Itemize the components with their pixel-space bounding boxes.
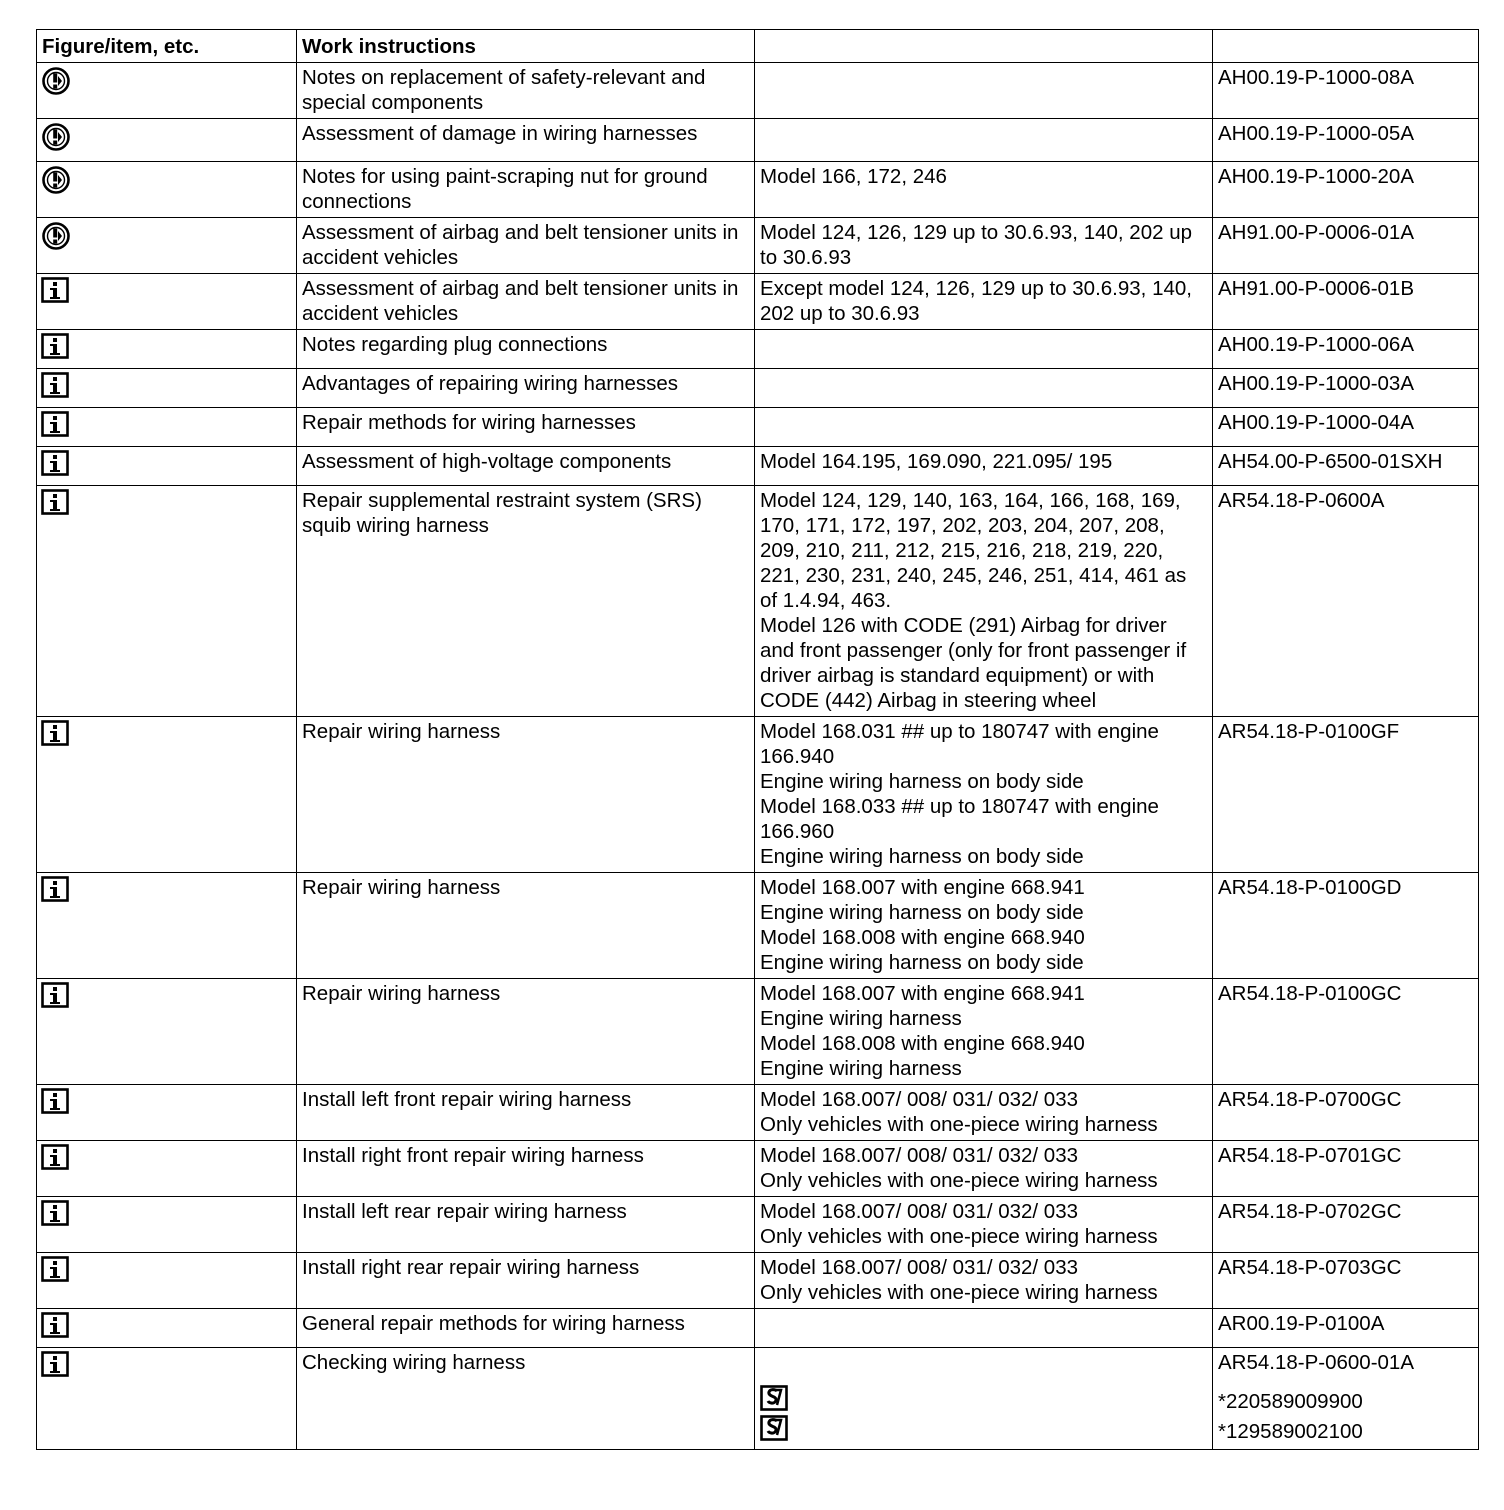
figure-cell: [37, 63, 297, 119]
reference-cell: AR54.18-P-0703GC: [1213, 1253, 1479, 1309]
table-row: [37, 1085, 1479, 1141]
applicability-cell: [755, 408, 1213, 447]
instruction-cell: Notes regarding plug connections: [297, 330, 755, 369]
applicability-cell: Model 168.007/ 008/ 031/ 032/ 033 Only vehicles with one-piece wiring harness: [755, 1253, 1213, 1309]
info-icon: [41, 982, 69, 1014]
applicability-cell: Model 124, 126, 129 up to 30.6.93, 140, 202 up to 30.6.93: [755, 218, 1213, 274]
table-row: [37, 447, 1479, 486]
instruction-cell: General repair methods for wiring harness: [297, 1309, 755, 1348]
table-row: [37, 119, 1479, 162]
info-icon: [41, 277, 69, 309]
applicability-cell: [755, 1309, 1213, 1348]
special-tool-icon: [760, 1385, 788, 1417]
info-icon: [41, 876, 69, 908]
figure-cell: [37, 717, 297, 873]
figure-cell: [37, 1309, 297, 1348]
instruction-cell: Advantages of repairing wiring harnesses: [297, 369, 755, 408]
instruction-cell: Checking wiring harness: [297, 1348, 755, 1450]
blank-line: [760, 1350, 1206, 1386]
table-row: [37, 408, 1479, 447]
applicability-cell: Model 166, 172, 246: [755, 162, 1213, 218]
applicability-cell: Model 164.195, 169.090, 221.095/ 195: [755, 447, 1213, 486]
info-icon: [41, 372, 69, 404]
figure-cell: [37, 218, 297, 274]
table-row: [37, 274, 1479, 330]
reference-cell: AR54.18-P-0600A: [1213, 486, 1479, 717]
table-header-row: [37, 30, 1479, 63]
figure-cell: [37, 447, 297, 486]
reference-cell: AR00.19-P-0100A: [1213, 1309, 1479, 1348]
figure-cell: [37, 330, 297, 369]
special-tool-icon: [760, 1415, 788, 1447]
table-row: [37, 717, 1479, 873]
table-row: [37, 486, 1479, 717]
applicability-cell: [755, 330, 1213, 369]
figure-cell: [37, 408, 297, 447]
instruction-cell: Repair supplemental restraint system (SRS) squib wiring harness: [297, 486, 755, 717]
applicability-cell: [755, 119, 1213, 162]
info-icon: [41, 1256, 69, 1288]
reference-cell: AH00.19-P-1000-05A: [1213, 119, 1479, 162]
figure-cell: [37, 1197, 297, 1253]
applicability-cell: Model 168.007/ 008/ 031/ 032/ 033 Only vehicles with one-piece wiring harness: [755, 1197, 1213, 1253]
applicability-cell: Model 168.007/ 008/ 031/ 032/ 033 Only vehicles with one-piece wiring harness: [755, 1085, 1213, 1141]
instruction-cell: Notes on replacement of safety-relevant and special components: [297, 63, 755, 119]
table-row: [37, 1141, 1479, 1197]
reference-cell: [1213, 1348, 1479, 1450]
figure-cell: [37, 162, 297, 218]
applicability-cell: Except model 124, 126, 129 up to 30.6.93, 140, 202 up to 30.6.93: [755, 274, 1213, 330]
applicability-cell: Model 168.007/ 008/ 031/ 032/ 033 Only vehicles with one-piece wiring harness: [755, 1141, 1213, 1197]
info-icon: [41, 1351, 69, 1383]
table-row: [37, 330, 1479, 369]
figure-cell: [37, 1253, 297, 1309]
tool-entry: [760, 1386, 1206, 1416]
caution-icon: [41, 221, 71, 257]
table-row: [37, 1348, 1479, 1450]
figure-cell: [37, 486, 297, 717]
instruction-cell: Assessment of airbag and belt tensioner units in accident vehicles: [297, 274, 755, 330]
info-icon: [41, 1144, 69, 1176]
reference-cell: AH91.00-P-0006-01A: [1213, 218, 1479, 274]
instruction-cell: Repair methods for wiring harnesses: [297, 408, 755, 447]
tool-entry: [760, 1416, 1206, 1446]
applicability-cell: Model 168.031 ## up to 180747 with engine 166.940 Engine wiring harness on body side Model 168.033 ## up to 180747 with engine 166.960 Engine wiring harness on body side: [755, 717, 1213, 873]
figure-cell: [37, 1085, 297, 1141]
table-row: [37, 979, 1479, 1085]
info-icon: [41, 489, 69, 521]
reference-cell: AR54.18-P-0702GC: [1213, 1197, 1479, 1253]
applicability-cell: Model 168.007 with engine 668.941 Engine wiring harness on body side Model 168.008 with engine 668.940 Engine wiring harness on body side: [755, 873, 1213, 979]
table-row: [37, 162, 1479, 218]
info-icon: [41, 411, 69, 443]
reference-cell: AH00.19-P-1000-04A: [1213, 408, 1479, 447]
instruction-cell: Repair wiring harness: [297, 717, 755, 873]
instruction-cell: Install right rear repair wiring harness: [297, 1253, 755, 1309]
instruction-cell: Assessment of airbag and belt tensioner units in accident vehicles: [297, 218, 755, 274]
table-row: [37, 218, 1479, 274]
figure-cell: [37, 274, 297, 330]
reference-cell: AH91.00-P-0006-01B: [1213, 274, 1479, 330]
reference-code: AR54.18-P-0600-01A: [1218, 1351, 1415, 1374]
figure-cell: [37, 119, 297, 162]
table-row: [37, 1253, 1479, 1309]
instruction-cell: Repair wiring harness: [297, 873, 755, 979]
reference-cell: AH00.19-P-1000-08A: [1213, 63, 1479, 119]
caution-icon: [41, 165, 71, 201]
reference-cell: AR54.18-P-0100GF: [1213, 717, 1479, 873]
header-figure-item: Figure/item, etc.: [37, 30, 297, 63]
info-icon: [41, 720, 69, 752]
reference-cell: AR54.18-P-0100GD: [1213, 873, 1479, 979]
table-row: [37, 369, 1479, 408]
figure-cell: [37, 1348, 297, 1450]
applicability-cell: [755, 1348, 1213, 1450]
reference-cell: AH00.19-P-1000-03A: [1213, 369, 1479, 408]
figure-cell: [37, 979, 297, 1085]
applicability-cell: [755, 369, 1213, 408]
applicability-cell: Model 124, 129, 140, 163, 164, 166, 168, 169, 170, 171, 172, 197, 202, 203, 204, 207, 208, 209, 210, 211, 212, 215, 216, 218, 219, 220, 221, 230, 231, 240, 245, 246, 251, 414, 461 as of 1.4.94, 463. Model 126 with CODE (291) Airbag for driver and front passenger (only for front passenger if driver airbag is standard equipment) or with CODE (442) Airbag in steering wheel: [755, 486, 1213, 717]
instruction-cell: Notes for using paint-scraping nut for ground connections: [297, 162, 755, 218]
reference-cell: AR54.18-P-0100GC: [1213, 979, 1479, 1085]
reference-cell: AH00.19-P-1000-06A: [1213, 330, 1479, 369]
header-reference: [1213, 30, 1479, 63]
info-icon: [41, 333, 69, 365]
info-icon: [41, 1088, 69, 1120]
tool-number: *129589002100: [1218, 1419, 1363, 1443]
reference-cell: AH54.00-P-6500-01SXH: [1213, 447, 1479, 486]
instruction-cell: Repair wiring harness: [297, 979, 755, 1085]
reference-cell: AR54.18-P-0700GC: [1213, 1085, 1479, 1141]
table-row: [37, 1197, 1479, 1253]
table-row: [37, 873, 1479, 979]
info-icon: [41, 1200, 69, 1232]
reference-cell: AH00.19-P-1000-20A: [1213, 162, 1479, 218]
instruction-cell: Assessment of high-voltage components: [297, 447, 755, 486]
instruction-cell: Assessment of damage in wiring harnesses: [297, 119, 755, 162]
instruction-cell: Install left front repair wiring harness: [297, 1085, 755, 1141]
caution-icon: [41, 66, 71, 102]
work-instructions-table: [36, 29, 1479, 1450]
instruction-cell: Install right front repair wiring harness: [297, 1141, 755, 1197]
figure-cell: [37, 369, 297, 408]
instruction-cell: Install left rear repair wiring harness: [297, 1197, 755, 1253]
info-icon: [41, 450, 69, 482]
tool-number: *220589009900: [1218, 1389, 1363, 1413]
table-row: [37, 1309, 1479, 1348]
caution-icon: [41, 122, 71, 158]
header-applicability: [755, 30, 1213, 63]
applicability-cell: Model 168.007 with engine 668.941 Engine wiring harness Model 168.008 with engine 668.940 Engine wiring harness: [755, 979, 1213, 1085]
figure-cell: [37, 873, 297, 979]
table-row: [37, 63, 1479, 119]
figure-cell: [37, 1141, 297, 1197]
table-body: [37, 63, 1479, 1450]
info-icon: [41, 1312, 69, 1344]
header-work-instructions: Work instructions: [297, 30, 755, 63]
applicability-cell: [755, 63, 1213, 119]
reference-cell: AR54.18-P-0701GC: [1213, 1141, 1479, 1197]
